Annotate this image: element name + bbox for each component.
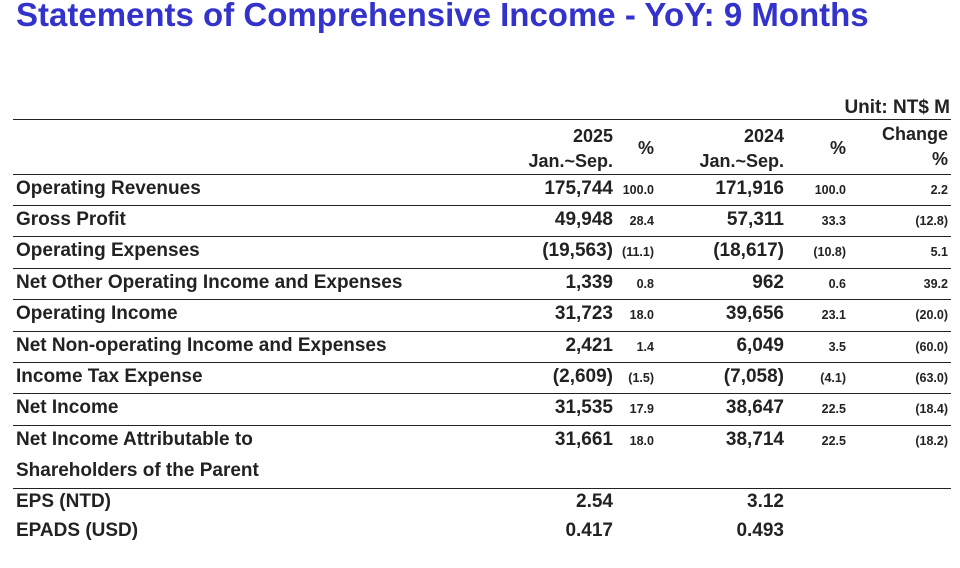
unit-label: Unit: NT$ M [844, 97, 950, 118]
row-pct-2024: 22.5 [821, 434, 846, 448]
header-2024 [699, 124, 784, 174]
row-divider [13, 268, 951, 269]
row-label: Income Tax Expense [16, 366, 203, 387]
row-change: (20.0) [915, 308, 948, 322]
header-change-unit: % [931, 149, 948, 169]
row-pct-2025: 28.4 [629, 214, 654, 228]
row-pct-2024: 33.3 [821, 214, 846, 228]
row-label: Operating Revenues [16, 178, 201, 199]
row-value-2024: 57,311 [726, 209, 784, 230]
row-pct-2024: (10.8) [813, 245, 846, 259]
page-title: Statements of Comprehensive Income - YoY: 9 Months [16, 0, 869, 33]
row-pct-2025: 100.0 [622, 183, 654, 197]
row-value-2025: (19,563) [542, 240, 613, 261]
row-change: (60.0) [915, 340, 948, 354]
row-divider [13, 362, 951, 363]
table-top-rule [13, 119, 951, 120]
row-label: EPS (NTD) [16, 491, 111, 512]
row-value-2024: 171,916 [715, 178, 784, 199]
row-change: 39.2 [923, 277, 948, 291]
row-label: Net Income Attributable to [16, 429, 253, 450]
row-value-2024: (18,617) [713, 240, 784, 261]
row-value-2024: (7,058) [723, 366, 784, 387]
row-label: Operating Income [16, 303, 178, 324]
row-label: Operating Expenses [16, 240, 200, 261]
row-pct-2024: 3.5 [828, 340, 846, 354]
row-label: Net Income [16, 397, 119, 418]
row-value-2024: 962 [752, 272, 784, 293]
row-value-2025: 2.54 [576, 491, 613, 512]
row-value-2025: 175,744 [544, 178, 613, 199]
row-value-2025: 0.417 [565, 520, 613, 541]
header-2025-year: 2025 [572, 126, 613, 146]
row-divider [13, 331, 951, 332]
row-value-2024: 6,049 [736, 335, 784, 356]
row-change: 2.2 [930, 183, 948, 197]
row-divider [13, 393, 951, 394]
row-pct-2025: 17.9 [629, 402, 654, 416]
row-divider [13, 236, 951, 237]
row-value-2025: 49,948 [554, 209, 613, 230]
header-change-title: Change [881, 124, 948, 144]
row-pct-2025: 0.8 [636, 277, 654, 291]
row-value-2024: 39,656 [725, 303, 784, 324]
row-value-2024: 38,647 [725, 397, 784, 418]
row-change: (18.4) [915, 402, 948, 416]
row-pct-2025: (1.5) [628, 371, 654, 385]
row-value-2025: (2,609) [552, 366, 613, 387]
row-value-2025: 31,661 [554, 429, 613, 450]
row-label-continued: Shareholders of the Parent [16, 460, 259, 481]
row-value-2024: 38,714 [725, 429, 784, 450]
row-value-2024: 3.12 [747, 491, 784, 512]
row-change: (12.8) [915, 214, 948, 228]
row-pct-2024: 23.1 [821, 308, 846, 322]
row-divider [13, 299, 951, 300]
row-pct-2024: (4.1) [820, 371, 846, 385]
row-value-2025: 2,421 [565, 335, 613, 356]
row-pct-2025: (11.1) [622, 245, 654, 259]
header-2025-period: Jan.~Sep. [528, 151, 613, 171]
row-pct-2025: 18.0 [629, 434, 654, 448]
header-pct-2024: % [829, 138, 846, 158]
row-change: (18.2) [915, 434, 948, 448]
row-value-2025: 1,339 [565, 272, 613, 293]
row-pct-2024: 22.5 [821, 402, 846, 416]
row-pct-2024: 100.0 [814, 183, 846, 197]
header-pct-2025: % [637, 138, 654, 158]
row-value-2024: 0.493 [736, 520, 784, 541]
row-label: Net Other Operating Income and Expenses [16, 272, 403, 293]
header-2024-year: 2024 [743, 126, 784, 146]
header-2025 [528, 124, 613, 174]
header-change [882, 122, 948, 172]
row-divider [13, 425, 951, 426]
row-pct-2025: 18.0 [629, 308, 654, 322]
row-label: Net Non-operating Income and Expenses [16, 335, 387, 356]
row-change: (63.0) [915, 371, 948, 385]
header-2024-period: Jan.~Sep. [699, 151, 784, 171]
row-label: Gross Profit [16, 209, 126, 230]
row-value-2025: 31,723 [554, 303, 613, 324]
row-pct-2025: 1.4 [636, 340, 654, 354]
eps-section-rule [13, 488, 951, 489]
row-value-2025: 31,535 [554, 397, 613, 418]
header-bottom-rule [13, 174, 951, 175]
row-label: EPADS (USD) [16, 520, 139, 541]
row-divider [13, 205, 951, 206]
row-change: 5.1 [930, 245, 948, 259]
row-pct-2024: 0.6 [828, 277, 846, 291]
